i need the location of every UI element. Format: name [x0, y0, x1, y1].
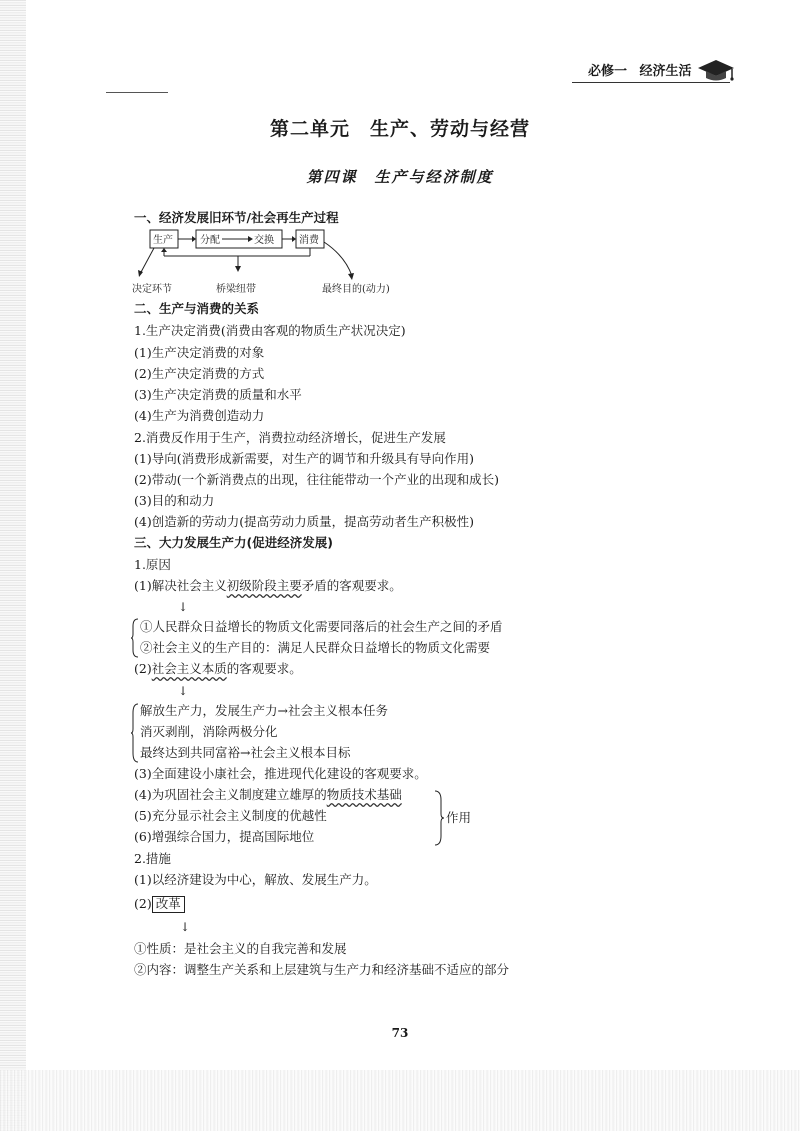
- section3-r1-sub1: ①人民群众日益增长的物质文化需要同落后的社会生产之间的矛盾: [140, 619, 503, 634]
- section2-p2-item1: (1)导向(消费形成新需要，对生产的调节和升级具有导向作用): [134, 451, 474, 466]
- right-brace-icon: [434, 790, 444, 846]
- section3-r2-sub2: 消灭剥削，消除两极分化: [140, 724, 278, 739]
- section2-p1-item3: (3)生产决定消费的质量和水平: [134, 387, 302, 402]
- section2-p1-item4: (4)生产为消费创造动力: [134, 408, 265, 423]
- section3-measure1: (1)以经济建设为中心，解放、发展生产力。: [134, 872, 377, 887]
- reproduction-diagram: [130, 226, 430, 298]
- diagram-exchange: 交换: [254, 235, 274, 246]
- diagram-distribution: 分配: [200, 235, 220, 246]
- role-label: 作用: [446, 810, 472, 825]
- section2-p2-item3: (3)目的和动力: [134, 493, 215, 508]
- lesson-title: 第四课 生产与经济制度: [306, 168, 494, 186]
- top-left-rule: [106, 92, 168, 93]
- section2-p2-item4: (4)创造新的劳动力(提高劳动力质量，提高劳动者生产积极性): [134, 514, 474, 529]
- down-arrow-icon: ↓: [178, 600, 189, 614]
- section2-point1: 1.生产决定消费(消费由客观的物质生产状况决定): [134, 323, 406, 338]
- diagram-label-bridge: 桥梁纽带: [216, 284, 256, 295]
- reform-box: 改革: [152, 896, 185, 913]
- section3-r1-sub2: ②社会主义的生产目的：满足人民群众日益增长的物质文化需要: [140, 640, 491, 655]
- section3-measure2: [134, 896, 185, 913]
- page-number: 73: [391, 1026, 409, 1040]
- section2-p2-item2: (2)带动(一个新消费点的出现，往往能带动一个产业的出现和成长): [134, 472, 499, 487]
- emphasis-mark: 社会主义本质: [151, 661, 227, 676]
- section2-point2: 2.消费反作用于生产，消费拉动经济增长，促进生产发展: [134, 430, 446, 445]
- diagram-label-decisive: 决定环节: [132, 284, 172, 295]
- diagram-consumption: 消费: [299, 235, 319, 246]
- header-subject: 经济生活: [639, 64, 692, 79]
- running-header: [588, 60, 700, 79]
- scan-noise-bottom: [0, 1070, 800, 1131]
- diagram-production: 生产: [153, 235, 173, 246]
- section3-reason4: (4)为巩固社会主义制度建立雄厚的物质技术基础: [134, 787, 402, 802]
- section2-heading: 二、生产与消费的关系: [134, 301, 260, 316]
- down-arrow-icon: ↓: [180, 920, 191, 934]
- section3-reason1: (1)解决社会主义初级阶段主要矛盾的客观要求。: [134, 578, 402, 593]
- section3-reason6: (6)增强综合国力，提高国际地位: [134, 829, 315, 844]
- section2-p1-item2: (2)生产决定消费的方式: [134, 366, 265, 381]
- section3-r2-sub1: 解放生产力，发展生产力→社会主义根本任务: [140, 703, 388, 718]
- measure2-prefix: (2): [134, 896, 152, 911]
- diagram-label-goal: 最终目的(动力): [322, 284, 390, 295]
- graduation-cap-icon: [696, 56, 736, 84]
- left-brace-icon: [131, 618, 139, 658]
- unit-title: 第二单元 生产、劳动与经营: [269, 118, 530, 140]
- section3-r2-sub3: 最终达到共同富裕→社会主义根本目标: [140, 745, 351, 760]
- section3-reason2: (2)社会主义本质的客观要求。: [134, 661, 302, 676]
- section3-reason3: (3)全面建设小康社会，推进现代化建设的客观要求。: [134, 766, 427, 781]
- section3-reason5: (5)充分显示社会主义制度的优越性: [134, 808, 327, 823]
- section3-point2: 2.措施: [134, 851, 171, 866]
- section3-point1: 1.原因: [134, 557, 171, 572]
- emphasis-mark: 初级阶段主要: [226, 578, 302, 593]
- section3-heading: 三、大力发展生产力(促进经济发展): [134, 535, 333, 550]
- header-rule: [572, 82, 730, 83]
- header-book: 必修一: [588, 64, 628, 79]
- left-brace-icon: [131, 703, 139, 763]
- section3-m2-sub1: ①性质：是社会主义的自我完善和发展: [134, 941, 347, 956]
- section3-m2-sub2: ②内容：调整生产关系和上层建筑与生产力和经济基础不适应的部分: [134, 962, 510, 977]
- section1-heading: 一、经济发展旧环节/社会再生产过程: [134, 210, 339, 225]
- emphasis-mark: 物质技术基础: [326, 787, 402, 802]
- down-arrow-icon: ↓: [178, 684, 189, 698]
- section2-p1-item1: (1)生产决定消费的对象: [134, 345, 265, 360]
